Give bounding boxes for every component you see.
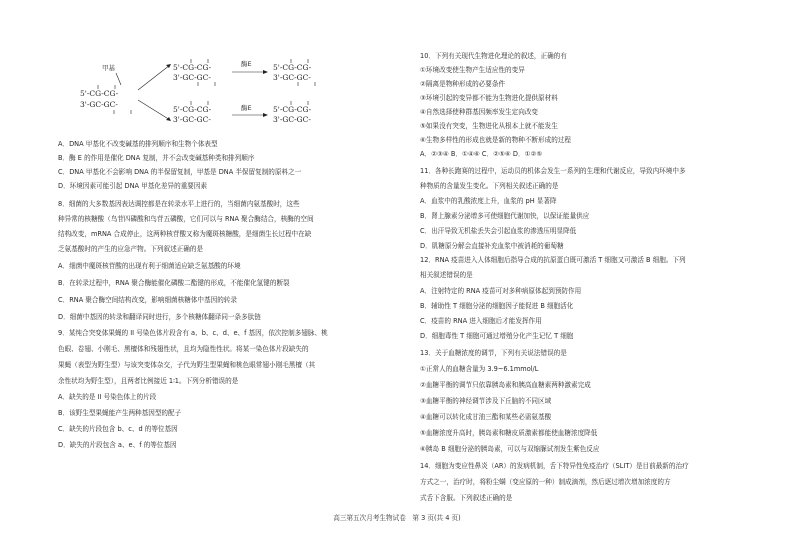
q11-stem-line-2: 种物质的含量发生变化。下列相关叙述正确的是 [420, 182, 559, 190]
q8-stem-line-4: 乏氨基酸时的产生的应急产物。下列叙述正确的是 [58, 245, 204, 253]
q10-item-2: ②隔离是物种形成的必要条件 [420, 80, 506, 88]
q8-stem-line-3: 结构改变，mRNA 合成停止，这两种核苷酸又称为魔斑核糖酸，是细菌生长过程中在缺 [58, 230, 312, 238]
q8-option-a: A．细菌中魔斑核苷酸的出现有利于细菌适应缺乏氨基酸的环境 [58, 262, 241, 270]
strand-b-top: 5'-CG-CG- [273, 63, 312, 72]
q13-item-4: ④血糖可以转化成甘油三酯和某些必需氨基酸 [420, 413, 552, 421]
q13-item-5: ⑤血糖浓度升高时，胰岛素和糖皮质激素都能使血糖浓度降低 [420, 429, 598, 437]
strand-b-bottom: 3'-GC-GC- [273, 73, 311, 82]
q7-option-d: D．环境因素可能引起 DNA 甲基化差异的重要因素 [58, 182, 208, 190]
q9-stem-line-1: 9．某纯合突变体果蝇的 II 号染色体片段含有 a、b、c、d、e、f 基因，依次控制多翅脉、桃 [58, 329, 328, 337]
q7-option-c: C．DNA 甲基化不会影响 DNA 的半保留复制，甲基是 DNA 半保留复制的原料之一 [58, 168, 302, 176]
strand-d-top: 5'-CG-CG- [273, 105, 312, 114]
q7-option-a: A．DNA 甲基化不改变碱基的排列顺序和生物个体表型 [58, 140, 218, 148]
q11-option-b: B．肾上腺素分泌增多可使细胞代谢加快，以保证能量供应 [420, 212, 590, 220]
q11-stem-line-1: 11．各种长跑赛的过程中，运动员的机体会发生一系列的生理和代谢反应，导致内环境中多 [420, 167, 686, 175]
strand-left-top: 5'-CG-CG- [80, 89, 119, 98]
page-footer: 高三第五次月考生物试卷 第 3 页(共 4 页) [333, 514, 461, 522]
q13-item-6: ⑥胰岛 B 细胞分泌的胰岛素，可以与双缩脲试剂发生紫色反应 [420, 445, 600, 453]
q8-option-d: D．细菌中基因的转录和翻译同时进行，多个核糖体翻译同一条多肽链 [58, 313, 261, 321]
q9-stem-line-2: 色眼、卷翅、小刚毛、黑檀体和残翅性状，且均为隐性性状。将某一染色体片段缺失的 [58, 345, 309, 353]
q9-option-b: B．该野生型果蝇能产生两种基因型的配子 [58, 409, 182, 417]
strand-a-top: 5'-CG-CG- [173, 63, 212, 72]
enzyme-label-top: 酶E [241, 60, 252, 68]
q8-option-b: B．在转录过程中，RNA 聚合酶能催化磷酸二酯键的形成，不能催化氢键的断裂 [58, 279, 290, 287]
q8-stem-line-2: 种异常的核糖酸（鸟苷四磷酸和鸟苷五磷酸，它们可以与 RNA 聚合酶结合，核酶的空间 [58, 215, 314, 223]
q10-item-6: ⑥生物多样性的形成也就是新的物种不断形成的过程 [420, 136, 571, 144]
q10-item-4: ④自然选择使种群基因频率发生定向改变 [420, 108, 539, 116]
q11-option-d: D．肌糖原分解会直接补充血浆中被消耗的葡萄糖 [420, 242, 564, 250]
q12-stem-line-1: 12．RNA 疫苗进入人体细胞后指导合成的抗原蛋白既可激活 T 细胞又可激活 B 细胞。下列 [420, 256, 686, 264]
q11-option-c: C．出汗导致无机盐丢失会引起血浆的渗透压明显降低 [420, 227, 577, 235]
q10-stem: 10．下列有关现代生物进化理论的叙述，正确的有 [420, 52, 567, 60]
q10-item-5: ⑤如果没有突变，生物进化从根本上就不能发生 [420, 122, 558, 130]
q10-options: A．②③④ B．①④⑥ C．②⑤⑥ D．①②⑤ [420, 150, 543, 158]
strand-a-bottom: 3'-GC-GC- [173, 73, 211, 82]
dna-methylation-diagram [58, 0, 383, 136]
q11-option-a: A．血浆中的乳酸浓度上升，血浆的 pH 显著降 [420, 197, 557, 205]
q7-option-b: B．酶 E 的作用是催化 DNA 复制，并不会改变碱基种类和排列顺序 [58, 154, 255, 162]
methyl-label: 甲基 [102, 64, 115, 72]
q10-item-3: ③环境引起的变异都不能为生物进化提供原材料 [420, 94, 558, 102]
q12-option-c: C．疫苗的 RNA 进入细胞后才能发挥作用 [420, 317, 542, 325]
q13-stem: 13．关于血糖浓度的调节，下列有关说法错误的是 [420, 349, 567, 357]
q9-option-c: C．缺失的片段包含 b、c、d 的等位基因 [58, 425, 178, 433]
q9-stem-line-3: 果蝇（表型为野生型）与该突变体杂交，子代为野生型果蝇和桃色眼常翅小刚毛黑檀（其 [58, 361, 316, 369]
q8-option-c: C．RNA 聚合酶空间结构改变，影响细菌核糖体中基因的转录 [58, 296, 237, 304]
q13-item-3: ③血糖平衡的神经调节涉及下丘脑的不同区域 [420, 397, 552, 405]
q14-stem-line-3: 式舌下含服。下列叙述正确的是 [420, 494, 513, 502]
q12-option-d: D．细胞毒性 T 细胞可通过增殖分化产生记忆 T 细胞 [420, 332, 574, 340]
q10-item-1: ①环境改变使生物产生适应性的变异 [420, 66, 525, 74]
strand-c-top: 5'-CG-CG- [173, 105, 212, 114]
strand-d-bottom: 3'-GC-GC- [273, 115, 311, 124]
q9-stem-line-4: 余性状均为野生型），且两者比例接近 1∶1。下列分析错误的是 [58, 377, 239, 385]
q12-stem-line-2: 相关叙述错误的是 [420, 271, 473, 279]
q12-option-a: A．注射特定的 RNA 疫苗可对多种病原体起到预防作用 [420, 287, 582, 295]
enzyme-label-bottom: 酶E [241, 104, 252, 112]
q13-item-1: ①正常人的血糖含量为 3.9~6.1mmol/L [420, 365, 539, 373]
strand-left-bottom: 3'-GC-GC- [80, 100, 118, 109]
q8-stem-line-1: 8．细菌的大多数基因表达调控都是在转录水平上进行的，当细菌内氨基酸时，这些 [58, 200, 300, 208]
q14-stem-line-2: 方式之一，治疗时，将粉尘螨（变应原的一种）制成滴剂，然后逐过增次增加浓度的方 [420, 478, 671, 486]
q9-option-a: A．缺失的是 II 号染色体上的片段 [58, 393, 157, 401]
q13-item-2: ②血糖平衡的调节只依靠胰岛素和胰高血糖素两种激素完成 [420, 381, 591, 389]
strand-c-bottom: 3'-GC-GC- [173, 115, 211, 124]
q12-option-b: B．辅助性 T 细胞分泌的细胞因子能促进 B 细胞活化 [420, 302, 574, 310]
q9-option-d: D．缺失的片段包含 a、e、f 的等位基因 [58, 441, 177, 449]
q14-stem-line-1: 14．细胞为变应性鼻炎（AR）的发病机制，舌下特异性免疫治疗（SLIT）是目前最新的治疗 [420, 462, 689, 470]
